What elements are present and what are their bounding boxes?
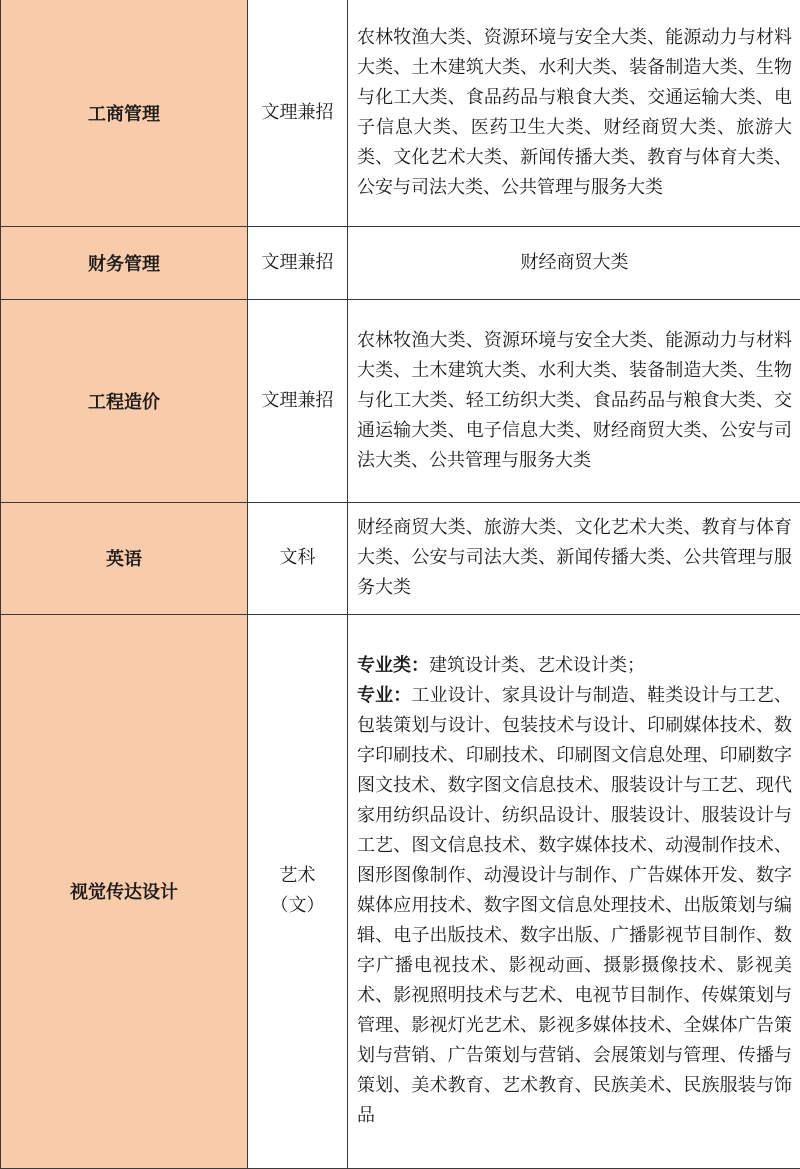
table-row bbox=[1, 614, 800, 1168]
table-row bbox=[1, 299, 800, 502]
specialty-label: 专业： bbox=[357, 685, 412, 706]
table-row bbox=[1, 0, 800, 226]
major-name: 工商管理 bbox=[1, 0, 248, 226]
eligible-categories: 财经商贸大类 bbox=[348, 226, 800, 299]
enrollment-type: 文理兼招 bbox=[248, 0, 348, 226]
major-name: 视觉传达设计 bbox=[1, 614, 248, 1168]
specialty-line bbox=[357, 681, 792, 1131]
eligible-categories bbox=[348, 614, 800, 1168]
table-row bbox=[1, 226, 800, 299]
category-class-line bbox=[357, 651, 792, 681]
category-class-label: 专业类： bbox=[357, 655, 429, 676]
eligible-categories: 农林牧渔大类、资源环境与安全大类、能源动力与材料大类、土木建筑大类、水利大类、装备制造大类、生物与化工大类、食品药品与粮食大类、交通运输大类、电子信息大类、医药卫生大类、财经商贸大类、旅游大类、文化艺术大类、新闻传播大类、教育与体育大类、公安与司法大类、公共管理与服务大类 bbox=[348, 0, 800, 226]
enrollment-type: 文科 bbox=[248, 502, 348, 614]
major-name: 财务管理 bbox=[1, 226, 248, 299]
eligible-categories: 农林牧渔大类、资源环境与安全大类、能源动力与材料大类、土木建筑大类、水利大类、装备制造大类、生物与化工大类、轻工纺织大类、食品药品与粮食大类、交通运输大类、电子信息大类、财经商贸大类、公安与司法大类、公共管理与服务大类 bbox=[348, 299, 800, 502]
major-name: 英语 bbox=[1, 502, 248, 614]
category-class-value: 建筑设计类、艺术设计类； bbox=[429, 655, 645, 676]
enrollment-type-line2: （文） bbox=[270, 895, 325, 916]
table-row bbox=[1, 502, 800, 614]
major-name: 工程造价 bbox=[1, 299, 248, 502]
enrollment-type-line1: 艺术 bbox=[279, 865, 316, 886]
specialty-value: 工业设计、家具设计与制造、鞋类设计与工艺、包装策划与设计、包装技术与设计、印刷媒体技术、数字印刷技术、印刷技术、印刷图文信息处理、印刷数字图文技术、数字图文信息技术、服装设计与工艺、现代家用纺织品设计、纺织品设计、服装设计、服装设计与工艺、图文信息技术、数字媒体技术、动漫制作技术、图形图像制作、动漫设计与制作、广告媒体开发、数字媒体应用技术、数字图文信息处理技术、出版策划与编辑、电子出版技术、数字出版、广播影视节目制作、数字广播电视技术、影视动画、摄影摄像技术、影视美术、影视照明技术与艺术、电视节目制作、传媒策划与管理、影视灯光艺术、影视多媒体技术、全媒体广告策划与营销、广告策划与营销、会展策划与管理、传播与策划、美术教育、艺术教育、民族美术、民族服装与饰品 bbox=[357, 685, 793, 1126]
enrollment-type: 文理兼招 bbox=[248, 299, 348, 502]
eligible-categories: 财经商贸大类、旅游大类、文化艺术大类、教育与体育大类、公安与司法大类、新闻传播大类、公共管理与服务大类 bbox=[348, 502, 800, 614]
enrollment-type bbox=[248, 614, 348, 1168]
enrollment-type: 文理兼招 bbox=[248, 226, 348, 299]
